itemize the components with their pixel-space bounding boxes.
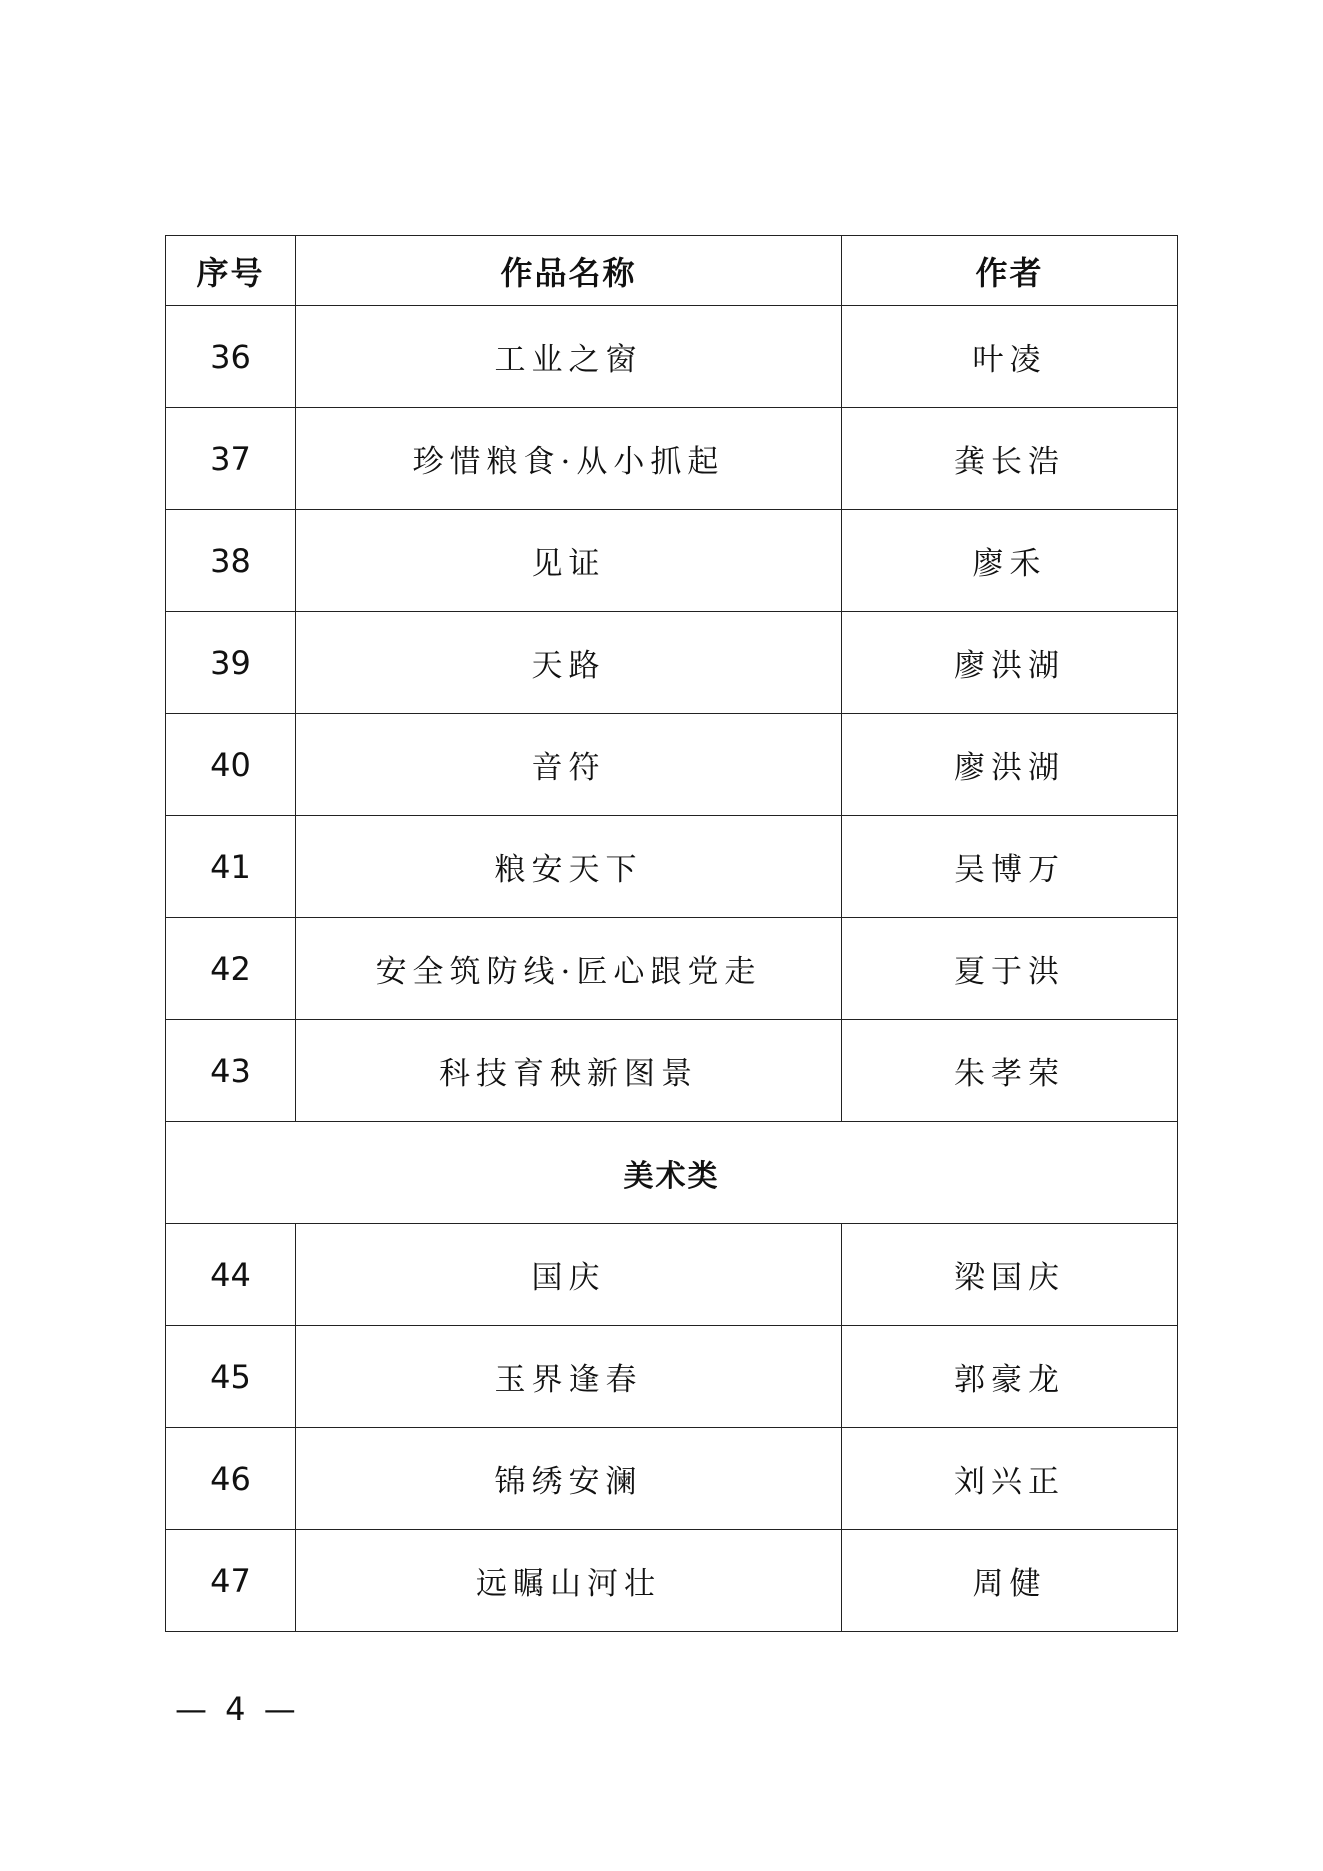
table-row bbox=[166, 306, 1178, 408]
header-number: 序号 bbox=[166, 236, 296, 306]
row-title: 见证 bbox=[296, 510, 842, 612]
row-author: 廖洪湖 bbox=[842, 714, 1178, 816]
row-number: 37 bbox=[166, 408, 296, 510]
row-title: 粮安天下 bbox=[296, 816, 842, 918]
table-header-row bbox=[166, 236, 1178, 306]
row-number: 45 bbox=[166, 1326, 296, 1428]
row-title: 远瞩山河壮 bbox=[296, 1530, 842, 1632]
row-number: 47 bbox=[166, 1530, 296, 1632]
row-author: 夏于洪 bbox=[842, 918, 1178, 1020]
row-author: 龚长浩 bbox=[842, 408, 1178, 510]
table-row bbox=[166, 1530, 1178, 1632]
row-number: 38 bbox=[166, 510, 296, 612]
table-row bbox=[166, 1428, 1178, 1530]
row-number: 43 bbox=[166, 1020, 296, 1122]
row-author: 叶凌 bbox=[842, 306, 1178, 408]
page-number: — 4 — bbox=[175, 1690, 300, 1728]
row-number: 46 bbox=[166, 1428, 296, 1530]
row-title: 科技育秧新图景 bbox=[296, 1020, 842, 1122]
row-title: 珍惜粮食·从小抓起 bbox=[296, 408, 842, 510]
table-row bbox=[166, 918, 1178, 1020]
table-row bbox=[166, 408, 1178, 510]
row-author: 吴博万 bbox=[842, 816, 1178, 918]
row-number: 42 bbox=[166, 918, 296, 1020]
row-title: 国庆 bbox=[296, 1224, 842, 1326]
row-title: 天路 bbox=[296, 612, 842, 714]
row-number: 39 bbox=[166, 612, 296, 714]
table-row bbox=[166, 816, 1178, 918]
row-author: 郭豪龙 bbox=[842, 1326, 1178, 1428]
row-author: 廖禾 bbox=[842, 510, 1178, 612]
table-row bbox=[166, 510, 1178, 612]
row-number: 44 bbox=[166, 1224, 296, 1326]
table-row bbox=[166, 1326, 1178, 1428]
row-author: 朱孝荣 bbox=[842, 1020, 1178, 1122]
table-row bbox=[166, 1224, 1178, 1326]
table-row bbox=[166, 612, 1178, 714]
row-title: 工业之窗 bbox=[296, 306, 842, 408]
section-label: 美术类 bbox=[166, 1122, 1178, 1224]
row-author: 廖洪湖 bbox=[842, 612, 1178, 714]
header-title: 作品名称 bbox=[296, 236, 842, 306]
table-row bbox=[166, 1020, 1178, 1122]
row-title: 安全筑防线·匠心跟党走 bbox=[296, 918, 842, 1020]
row-number: 41 bbox=[166, 816, 296, 918]
row-title: 玉界逢春 bbox=[296, 1326, 842, 1428]
row-number: 36 bbox=[166, 306, 296, 408]
row-author: 周健 bbox=[842, 1530, 1178, 1632]
works-table bbox=[165, 235, 1178, 1632]
table-row bbox=[166, 714, 1178, 816]
header-author: 作者 bbox=[842, 236, 1178, 306]
row-author: 刘兴正 bbox=[842, 1428, 1178, 1530]
row-title: 音符 bbox=[296, 714, 842, 816]
row-author: 梁国庆 bbox=[842, 1224, 1178, 1326]
row-title: 锦绣安澜 bbox=[296, 1428, 842, 1530]
row-number: 40 bbox=[166, 714, 296, 816]
section-row bbox=[166, 1122, 1178, 1224]
